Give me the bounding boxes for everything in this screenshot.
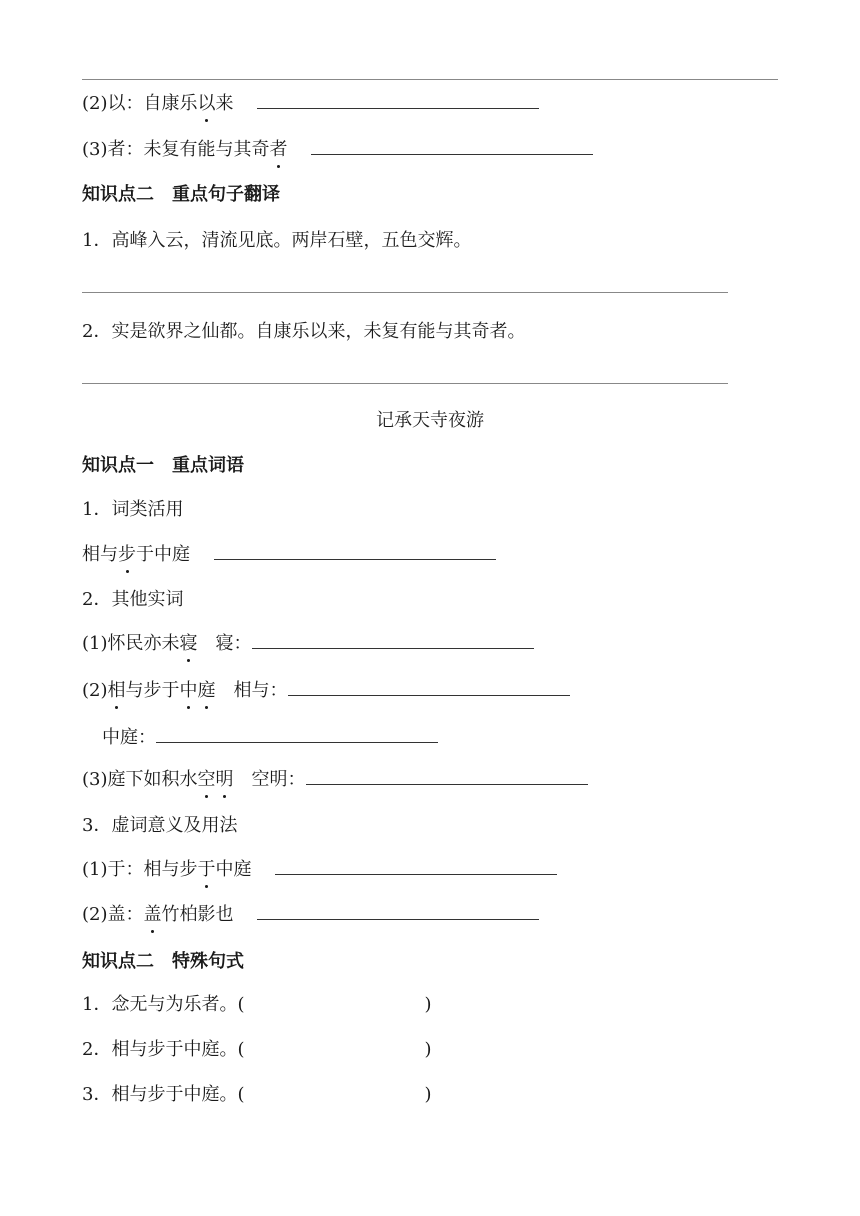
item-gai: [82, 901, 539, 927]
item-text: 寝：: [197, 633, 252, 654]
dotted-char: 相: [107, 680, 126, 701]
item-text: 与步于: [125, 680, 180, 701]
answer-blank[interactable]: [288, 677, 570, 696]
top-rule: [82, 79, 778, 80]
answer-blank[interactable]: [257, 90, 539, 109]
close-paren: ): [424, 1084, 432, 1105]
translate-item-1: 1．高峰入云，清流见底。两岸石壁，五色交辉。: [82, 230, 472, 251]
item-text: 空明：: [233, 769, 306, 790]
translate-item-2: 2．实是欲界之仙都。自康乐以来，未复有能与其奇者。: [82, 321, 526, 342]
sentence-item-3: [82, 1083, 432, 1107]
item-text: 相与: [82, 544, 118, 565]
section-title: 知识点二 特殊句式: [82, 951, 244, 972]
dotted-char: 于: [197, 859, 216, 880]
item-text: 来: [215, 93, 234, 114]
dotted-char: 盖: [143, 904, 162, 925]
item-text: (2)以：自康乐: [82, 93, 198, 114]
item-text: 于中庭: [136, 544, 190, 565]
dotted-char: 中: [179, 680, 198, 701]
answer-blank[interactable]: [156, 724, 438, 743]
item-text: 2．相与步于中庭。(: [82, 1039, 245, 1060]
subsection-title: 3．虚词意义及用法: [82, 815, 238, 836]
answer-blank[interactable]: [214, 541, 496, 560]
answer-blank[interactable]: [252, 630, 534, 649]
close-paren: ): [424, 994, 432, 1015]
dotted-char: 寝: [179, 633, 198, 654]
dotted-char: 庭: [197, 680, 216, 701]
item-text: 相与：: [215, 680, 288, 701]
item-text: (3)者：未复有能与其奇: [82, 139, 270, 160]
item-kongming: [82, 766, 588, 792]
dotted-char: 者: [269, 139, 288, 160]
item-text: (2): [82, 680, 108, 701]
item-bu: [82, 541, 496, 567]
item-text: (3)庭下如积水: [82, 769, 198, 790]
dotted-char: 空: [197, 769, 216, 790]
answer-blank[interactable]: [257, 901, 539, 920]
answer-blank[interactable]: [306, 766, 588, 785]
item-text: 3．相与步于中庭。(: [82, 1084, 245, 1105]
answer-line[interactable]: [82, 292, 728, 293]
section-title: 知识点二 重点句子翻译: [82, 184, 280, 205]
dotted-char: 步: [118, 544, 136, 565]
item-yi: [82, 90, 539, 116]
dotted-char: 以: [197, 93, 216, 114]
answer-blank[interactable]: [275, 856, 557, 875]
close-paren: ): [424, 1039, 432, 1060]
subsection-title: 2．其他实词: [82, 589, 184, 610]
item-text: 竹柏影也: [161, 904, 234, 925]
essay-title: 记承天寺夜游: [376, 410, 484, 431]
sentence-item-1: [82, 993, 432, 1017]
section-title: 知识点一 重点词语: [82, 455, 244, 476]
item-text: (1)怀民亦未: [82, 633, 180, 654]
subsection-title: 1．词类活用: [82, 499, 184, 520]
item-xiangyu: [82, 677, 570, 703]
answer-line[interactable]: [82, 383, 728, 384]
item-text: (1)于：相与步: [82, 859, 198, 880]
sentence-item-2: [82, 1038, 432, 1062]
item-zhongting: [102, 724, 438, 750]
item-text: 1．念无与为乐者。(: [82, 994, 245, 1015]
item-yu: [82, 856, 557, 882]
item-text: 中庭: [215, 859, 252, 880]
item-text: 中庭：: [102, 727, 156, 748]
item-zhe: [82, 136, 593, 162]
dotted-char: 明: [215, 769, 234, 790]
item-text: (2)盖：: [82, 904, 144, 925]
item-qin: [82, 630, 534, 656]
answer-blank[interactable]: [311, 136, 593, 155]
